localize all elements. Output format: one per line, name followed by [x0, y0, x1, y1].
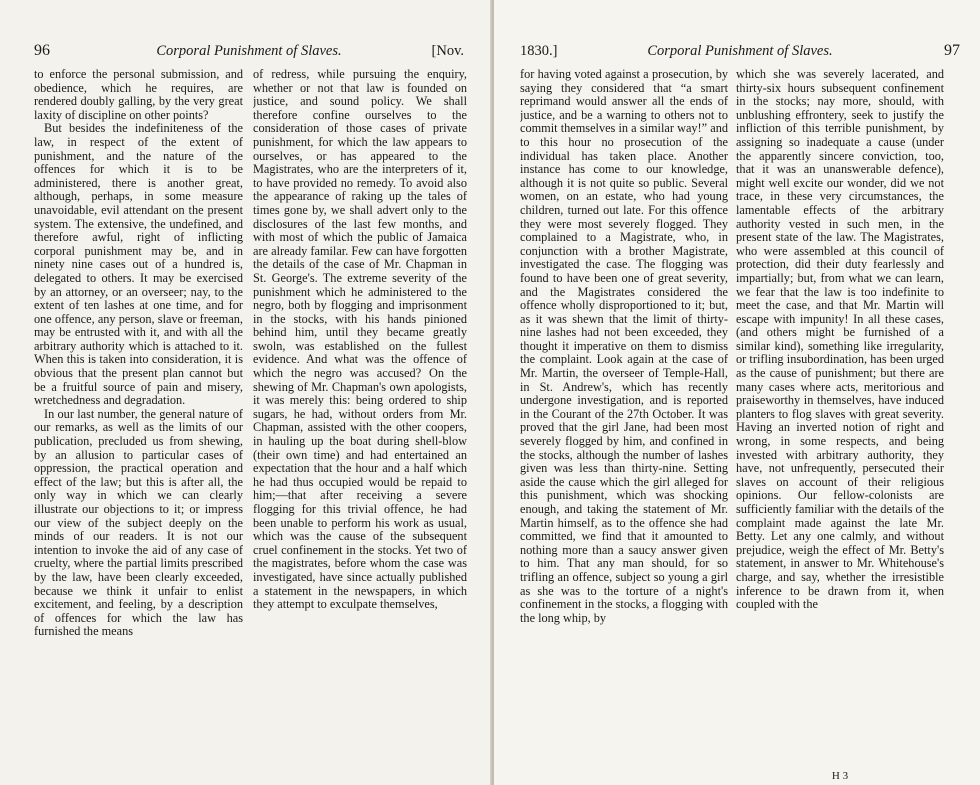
- page-number: 96: [34, 42, 50, 59]
- running-title: Corporal Punishment of Slaves.: [647, 43, 833, 59]
- right-running-head: [520, 42, 960, 60]
- paragraph: to enforce the personal submission, and obedience, which he requires, are rendered doubly galling, by the very great laxity of discipline on other points?: [34, 68, 243, 122]
- paragraph: for having voted against a prosecution, by saying they considered that “a smart reprimand would answer all the ends of justice, and be a warning to others not to commit themselves in a similar way!” and to this hour no prosecution of the individual has taken place. Another instance has come to our knowledge, although it is not quite so public. Several women, on an estate, who had young children, turned out late. For this offence they were most severely flogged. They complained to a Magistrate, who, in conjunction with a brother Magistrate, investigated the case. The flogging was found to have been one of great severity, and the Magistrates considered the offence wholly disproportioned to it; but, as it was shewn that the limit of thirty-nine lashes had not been exceeded, they thought it imperative on them to dismiss the complaint. Look again at the case of Mr. Martin, the overseer of Temple-Hall, in St. Andrew's, which has recently undergone investigation, and is reported in the Courant of the 27th October. It was proved that the girl Jane, had been most severely flogged by him, and confined in the stocks, although the number of lashes given was less than thirty-nine. Setting aside the cause which the girl alleged for this punishment, which was shocking enough, and taking the statement of Mr. Martin himself, as to the offence she had committed, we find that it amounted to nothing more than a saucy answer given to him. That any man should, for so trifling an offence, subject so young a girl as she was to the torture of a night's confinement in the stocks, a flogging with the long whip, by: [520, 68, 728, 625]
- right-page: [494, 0, 980, 785]
- left-running-head: [34, 42, 464, 60]
- left-column-2: [253, 68, 467, 773]
- paragraph: which she was severely lacerated, and thirty-six hours subsequent confinement in the stocks; nay more, should, with unblushing effrontery, seek to justify the infliction of this terrible punishment, by assigning so inadequate a cause (under the apparently sincere conviction, too, that it was an unanswerable defence), might well excite our wonder, did we not trace, in these very circumstances, the lamentable effects of the arbitrary authority vested in such men, in the present state of the law. The Magistrates, who were assembled at this council of protection, did their duty fearlessly and impartially; but, from what we can learn, we fear that the law is too indefinite to meet the case, and that Mr. Martin will escape with impunity! In all these cases, (and others might be furnished of a similar kind), something like irregularity, or trifling insubordination, has been urged as the cause of punishment; but there are many cases where acts, meritorious and praiseworthy in themselves, have induced planters to flog slaves with great severity. Having an inverted notion of right and wrong, in some respects, and being invested with arbitrary authority, they have, not unfrequently, persecuted their slaves on account of their religious opinions. Our fellow-colonists are sufficiently familiar with the details of the complaint made against the late Mr. Betty. Let any one calmly, and without prejudice, weigh the effect of Mr. Betty's statement, in answer to Mr. Whitehouse's charge, and say, whether the irresistible inference to be drawn from it, when coupled with the: [736, 68, 944, 612]
- paragraph: But besides the indefiniteness of the law, in respect of the extent of punishment, and the nature of the offences for which it is to be administered, there is another great, although, perhaps, in some measure unavoidable, evil attendant on the present system. The extensive, the undefined, and therefore awful, right of inflicting corporal punishment may be, and in ninety nine cases out of a hundred is, delegated to others. It may be exercised by an attorney, or an overseer; nay, to the extent of ten lashes at one time, and for one offence, any person, slave or freeman, may be entrusted with it, and with all the arbitrary authority which is attached to it. When this is taken into consideration, it is obvious that the present plan cannot but be a fruitful source of pain and misery, wretchedness and degradation.: [34, 121, 243, 408]
- issue-year: 1830.]: [520, 43, 558, 59]
- signature-mark: H 3: [831, 770, 849, 782]
- page-number: 97: [944, 42, 960, 59]
- right-column-2: [736, 68, 944, 773]
- running-title: Corporal Punishment of Slaves.: [156, 43, 342, 59]
- issue-month: [Nov.: [431, 43, 464, 59]
- left-column-1: [34, 68, 243, 773]
- right-column-1: [520, 68, 728, 773]
- paragraph: of redress, while pursuing the enquiry, whether or not that law is founded on justice, and sound policy. We shall therefore confine ourselves to the consideration of those cases of private punishment, for which the law appears to ourselves, or has appeared to the Magistrates, who are the interpreters of it, to have provided no remedy. To avoid also the appearance of raking up the tales of times gone by, we shall advert only to the disclosures of the last few months, and with most of which the public of Jamaica are already familar. Few can have forgotten the details of the case of Mr. Chapman in St. George's. The extreme severity of the punishment which he administered to the negro, both by flogging and imprisonment in the stocks, with his hands pinioned behind him, until they became greatly swoln, was established on the fullest evidence. And what was the offence of which the negro was accused? On the shewing of Mr. Chapman's own apologists, it was merely this: being ordered to ship sugars, he had, without orders from Mr. Chapman, assisted with the other coopers, in hauling up the boat during shell-blow (their own time) and had entertained an expectation that the hour and a half which he had thus occupied would be repaid to him;—that after receiving a severe flogging for this trivial offence, he had been unable to perform his work as usual, which was the cause of the subsequent cruel confinement in the stocks. Yet two of the magistrates, before whom the case was investigated, have since actually published a statement in the newspapers, in which they attempt to exculpate themselves,: [253, 68, 467, 612]
- paragraph: In our last number, the general nature of our remarks, as well as the limits of our publication, precluded us from shewing, by an allusion to particular cases of oppression, the practical operation and effect of the law; but this is after all, the only way in which we can clearly illustrate our objections to it; or impress our view of the subject deeply on the minds of our readers. It is not our intention to invoke the aid of any case of cruelty, where the partial limits prescribed by the law, have been clearly exceeded, because we think it unfair to enlist excitement, and feeling, by a description of offences for which the law has furnished the means: [34, 406, 243, 639]
